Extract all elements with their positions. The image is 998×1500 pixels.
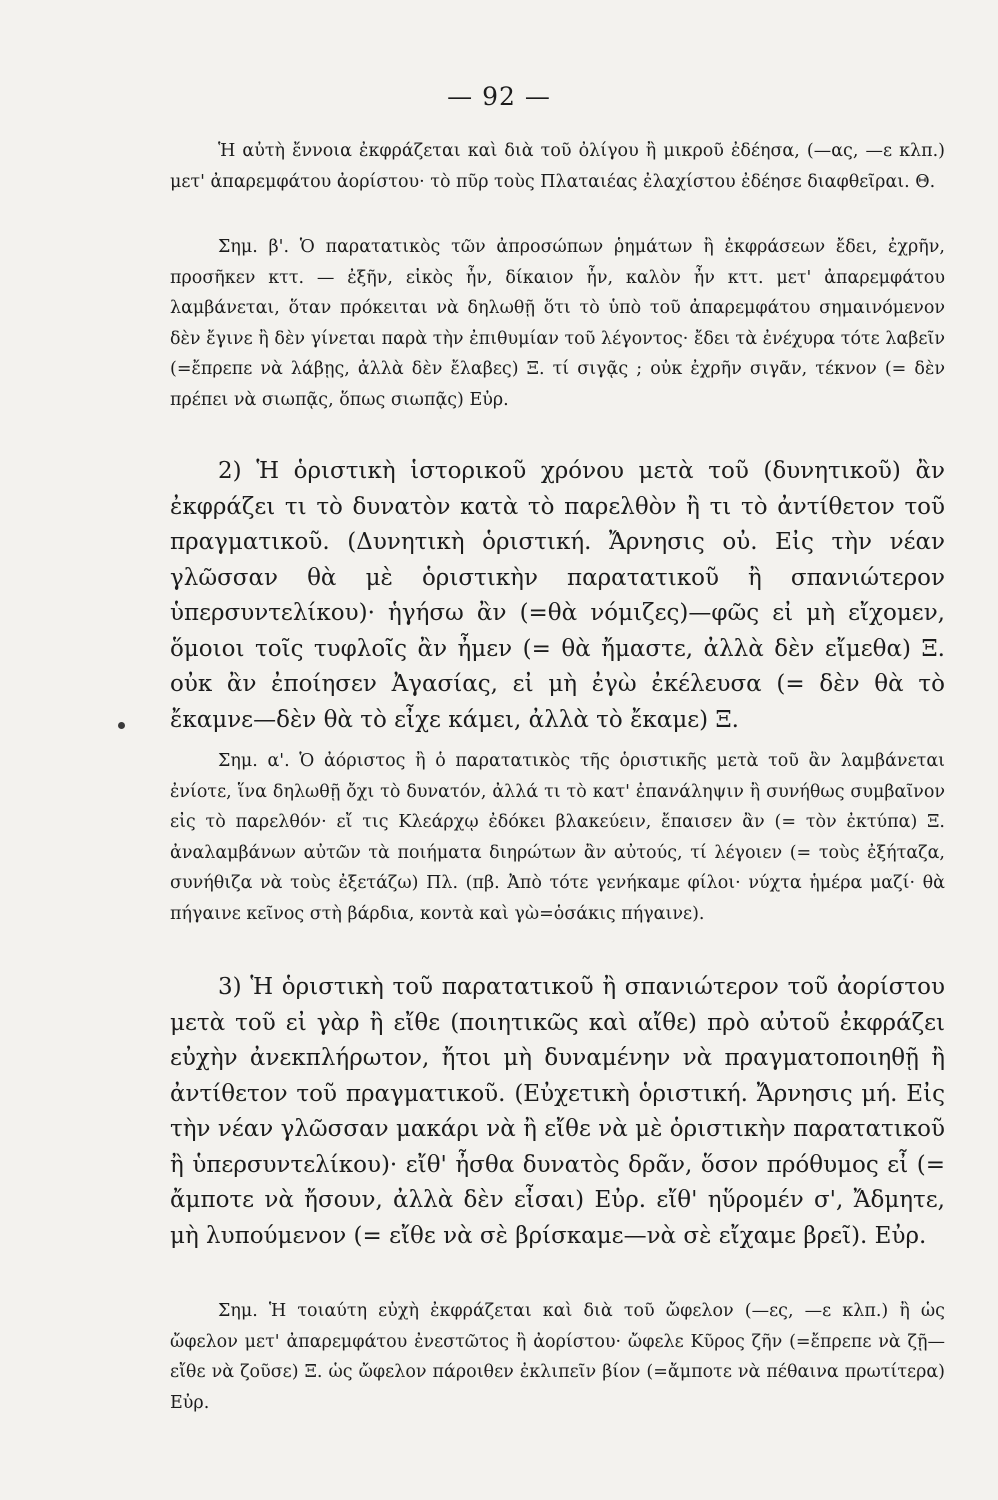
paragraph-intro <box>170 136 945 197</box>
paragraph-text: Σημ. β'. Ὁ παρατατικὸς τῶν ἀπροσώπων ῥημάτων ἢ ἐκφράσεων ἔδει, ἐχρῆν, προσῆκεν κττ. — ἐξῆν, εἰκὸς ἦν, δίκαιον ἦν, καλὸν ἦν κττ. μετ' ἀπαρεμφάτου λαμβάνεται, ὅταν πρόκειται νὰ δηλωθῇ ὅτι τὸ ὑπὸ τοῦ ἀπαρεμφάτου σημαινόμενον δὲν ἔγινε ἢ δὲν γίνεται παρὰ τὴν ἐπιθυμίαν τοῦ λέγοντος· ἔδει τὰ ἐνέχυρα τότε λαβεῖν (=ἔπρεπε νὰ λάβῃς, ἀλλὰ δὲν ἔλαβες) Ξ. τί σιγᾷς ; οὐκ ἐχρῆν σιγᾶν, τέκνον (= δὲν πρέπει νὰ σιωπᾷς, ὅπως σιωπᾷς) Εὐρ. <box>170 237 945 410</box>
section-2 <box>170 454 945 738</box>
note-beta <box>170 232 945 415</box>
paragraph-text: Ἡ αὐτὴ ἔννοια ἐκφράζεται καὶ διὰ τοῦ ὀλίγου ἢ μικροῦ ἐδέησα, (—ας, —ε κλπ.) μετ' ἀπαρεμφάτου ἀορίστου· τὸ πῦρ τοὺς Πλαταιέας ἐλαχίστου ἐδέησε διαφθεῖραι. Θ. <box>170 141 945 192</box>
paragraph-text: 3) Ἡ ὁριστικὴ τοῦ παρατατικοῦ ἢ σπανιώτερον τοῦ ἀορίστου μετὰ τοῦ εἰ γὰρ ἢ εἴθε (ποιητικῶς καὶ αἴθε) πρὸ αὐτοῦ ἐκφράζει εὐχὴν ἀνεκπλήρωτον, ἤτοι μὴ δυναμένην νὰ πραγματοποιηθῇ ἢ ἀντίθετον τοῦ πραγματικοῦ. (Εὐχετικὴ ὁριστική. Ἄρνησις μή. Εἰς τὴν νέαν γλῶσσαν μακάρι νὰ ἢ εἴθε νὰ μὲ ὁριστικὴν παρατατικοῦ ἢ ὑπερσυντελίκου)· εἴθ' ἦσθα δυνατὸς δρᾶν, ὅσον πρόθυμος εἶ (= ἄμποτε νὰ ἤσουν, ἀλλὰ δὲν εἶσαι) Εὐρ. εἴθ' ηὕρομέν σ', Ἄδμητε, μὴ λυπούμενον (= εἴθε νὰ σὲ βρίσκαμε—νὰ σὲ εἴχαμε βρεῖ). Εὐρ. <box>170 974 945 1249</box>
note-final <box>170 1296 945 1418</box>
paragraph-text: 2) Ἡ ὁριστικὴ ἱστορικοῦ χρόνου μετὰ τοῦ (δυνητικοῦ) ἂν ἐκφράζει τι τὸ δυνατὸν κατὰ τὸ παρελθὸν ἢ τι τὸ ἀντίθετον τοῦ πραγματικοῦ. (Δυνητικὴ ὁριστική. Ἄρνησις οὐ. Εἰς τὴν νέαν γλῶσσαν θὰ μὲ ὁριστικὴν παρατατικοῦ ἢ σπανιώτερον ὑπερσυντελίκου)· ἡγήσω ἂν (=θὰ νόμιζες)—φῶς εἰ μὴ εἴχομεν, ὅμοιοι τοῖς τυφλοῖς ἂν ἦμεν (= θὰ ἤμαστε, ἀλλὰ δὲν εἴμεθα) Ξ. οὐκ ἂν ἐποίησεν Ἀγασίας, εἰ μὴ ἐγὼ ἐκέλευσα (= δὲν θὰ τὸ ἔκαμνε—δὲν θὰ τὸ εἶχε κάμει, ἀλλὰ τὸ ἔκαμε) Ξ. <box>170 458 945 733</box>
paragraph-text: Σημ. α'. Ὁ ἀόριστος ἢ ὁ παρατατικὸς τῆς ὁριστικῆς μετὰ τοῦ ἂν λαμβάνεται ἐνίοτε, ἵνα δηλωθῇ ὄχι τὸ δυνατόν, ἀλλά τι τὸ κατ' ἐπανάληψιν ἢ συνήθως συμβαῖνον εἰς τὸ παρελθόν· εἴ τις Κλεάρχῳ ἐδόκει βλακεύειν, ἔπαισεν ἂν (= τὸν ἐκτύπα) Ξ. ἀναλαμβάνων αὐτῶν τὰ ποιήματα διηρώτων ἂν αὐτούς, τί λέγοιεν (= τοὺς ἐξήταζα, συνήθιζα νὰ τοὺς ἐξετάζω) Πλ. (πβ. Ἀπὸ τότε γενήκαμε φίλοι· νύχτα ἡμέρα μαζί· θὰ πήγαινε κεῖνος στὴ βάρδια, κοντὰ καὶ γὼ=ὁσάκις πήγαινε). <box>170 751 945 924</box>
note-alpha <box>170 746 945 929</box>
margin-mark <box>118 722 125 729</box>
paragraph-text: Σημ. Ἡ τοιαύτη εὐχὴ ἐκφράζεται καὶ διὰ τοῦ ὤφελον (—ες, —ε κλπ.) ἢ ὡς ὤφελον μετ' ἀπαρεμφάτου ἐνεστῶτος ἢ ἀορίστου· ὤφελε Κῦρος ζῆν (=ἔπρεπε νὰ ζῇ—εἴθε νὰ ζοῦσε) Ξ. ὡς ὤφελον πάροιθεν ἐκλιπεῖν βίον (=ἄμποτε νὰ πέθαινα πρωτίτερα) Εὐρ. <box>170 1301 945 1413</box>
page-number: — 92 — <box>447 82 551 111</box>
section-3 <box>170 970 945 1254</box>
